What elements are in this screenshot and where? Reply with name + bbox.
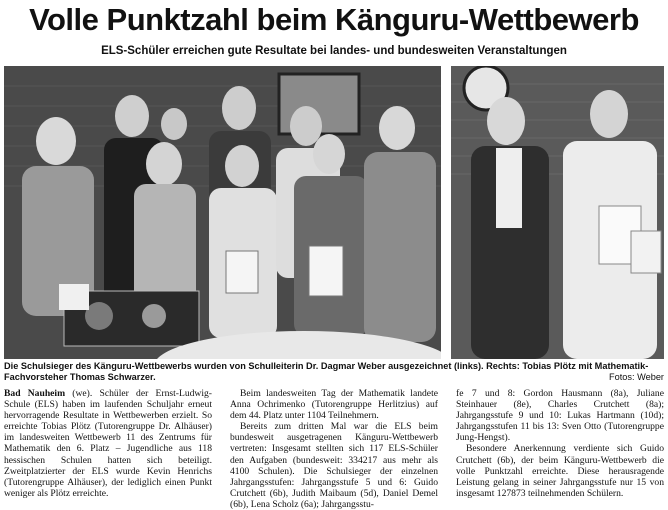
paragraph: (we). Schüler der Ernst-Ludwig-Schule (ELS) haben im laufenden Schuljahr erneut hervorragende Resultate in Wettbewerben erzielt. So erreichte Tobias Plötz (Tutorengruppe Dr. Alhäuser) im landesweiten Wettbewerb 11 des Zentrums für Mathematik den 6. Platz – Jugendliche aus 118 hessischen Schulen hatten sich beteiligt. Zweitplatzierter der ELS wurde Kevin Henrichs (Tutorengruppe Alhäuser), der lediglich einen Punkt weniger als Plötz erreichte.: [4, 388, 212, 499]
text-column-3: [456, 388, 664, 499]
paragraph: Beim landesweiten Tag der Mathematik landete Anna Ochrimenko (Tutorengruppe Herlitzius) auf dem 44. Platz unter 1104 Teilnehmern.: [230, 388, 438, 422]
photo-caption: Die Schulsieger des Känguru-Wettbewerbs wurden von Schulleiterin Dr. Dagmar Weber ausgezeichnet (links). Rechts: Tobias Plötz mit Mathematik-Fachvorsteher Thomas Schwarzer.: [4, 361, 649, 382]
text-column-1: [4, 388, 212, 499]
dateline: Bad Nauheim: [4, 388, 66, 399]
text-column-2: [230, 388, 438, 510]
paragraph: fe 7 und 8: Gordon Hausmann (8a), Juliane Steinhauer (8e), Charles Crutchett (8a); Jahrgangsstufe 9 und 10: Lukas Hartmann (10d); Jahrgangsstufen 11 bis 13: Sven Otto (Tutorengruppe Jung-Hengst).: [456, 388, 664, 444]
paragraph: Bereits zum dritten Mal war die ELS beim bundesweit ausgetragenen Känguru-Wettbewerb vertreten: Insgesamt stellten sich 117 ELS-Schüler den Aufgaben (bundesweit: 334217 aus mehr als 4100 Schulen). Die Schulsieger der einzelnen Jahrgangsstufen: Jahrgangsstufe 5 und 6: Guido Crutchett (6b), Judith Maibaum (5d), Daniel Demel (6b), Lena Scholz (6a); Jahrgangsstu-: [230, 421, 438, 510]
subheadline: ELS-Schüler erreichen gute Resultate bei landes- und bundesweiten Veranstaltungen: [101, 45, 567, 57]
award-photo: [451, 66, 664, 359]
headline: Volle Punktzahl beim Känguru-Wettbewerb: [29, 2, 639, 37]
paragraph: Besondere Anerkennung verdiente sich Guido Crutchett (6b), der beim Känguru-Wettbewerb die volle Punktzahl erreichte. Diese herausragende Leistung gelang in seiner Jahrgangsstufe nur 15 von insgesamt 127873 teilnehmenden Schülern.: [456, 443, 664, 499]
group-photo: [4, 66, 441, 359]
photo-credit: Fotos: Weber: [609, 372, 664, 382]
